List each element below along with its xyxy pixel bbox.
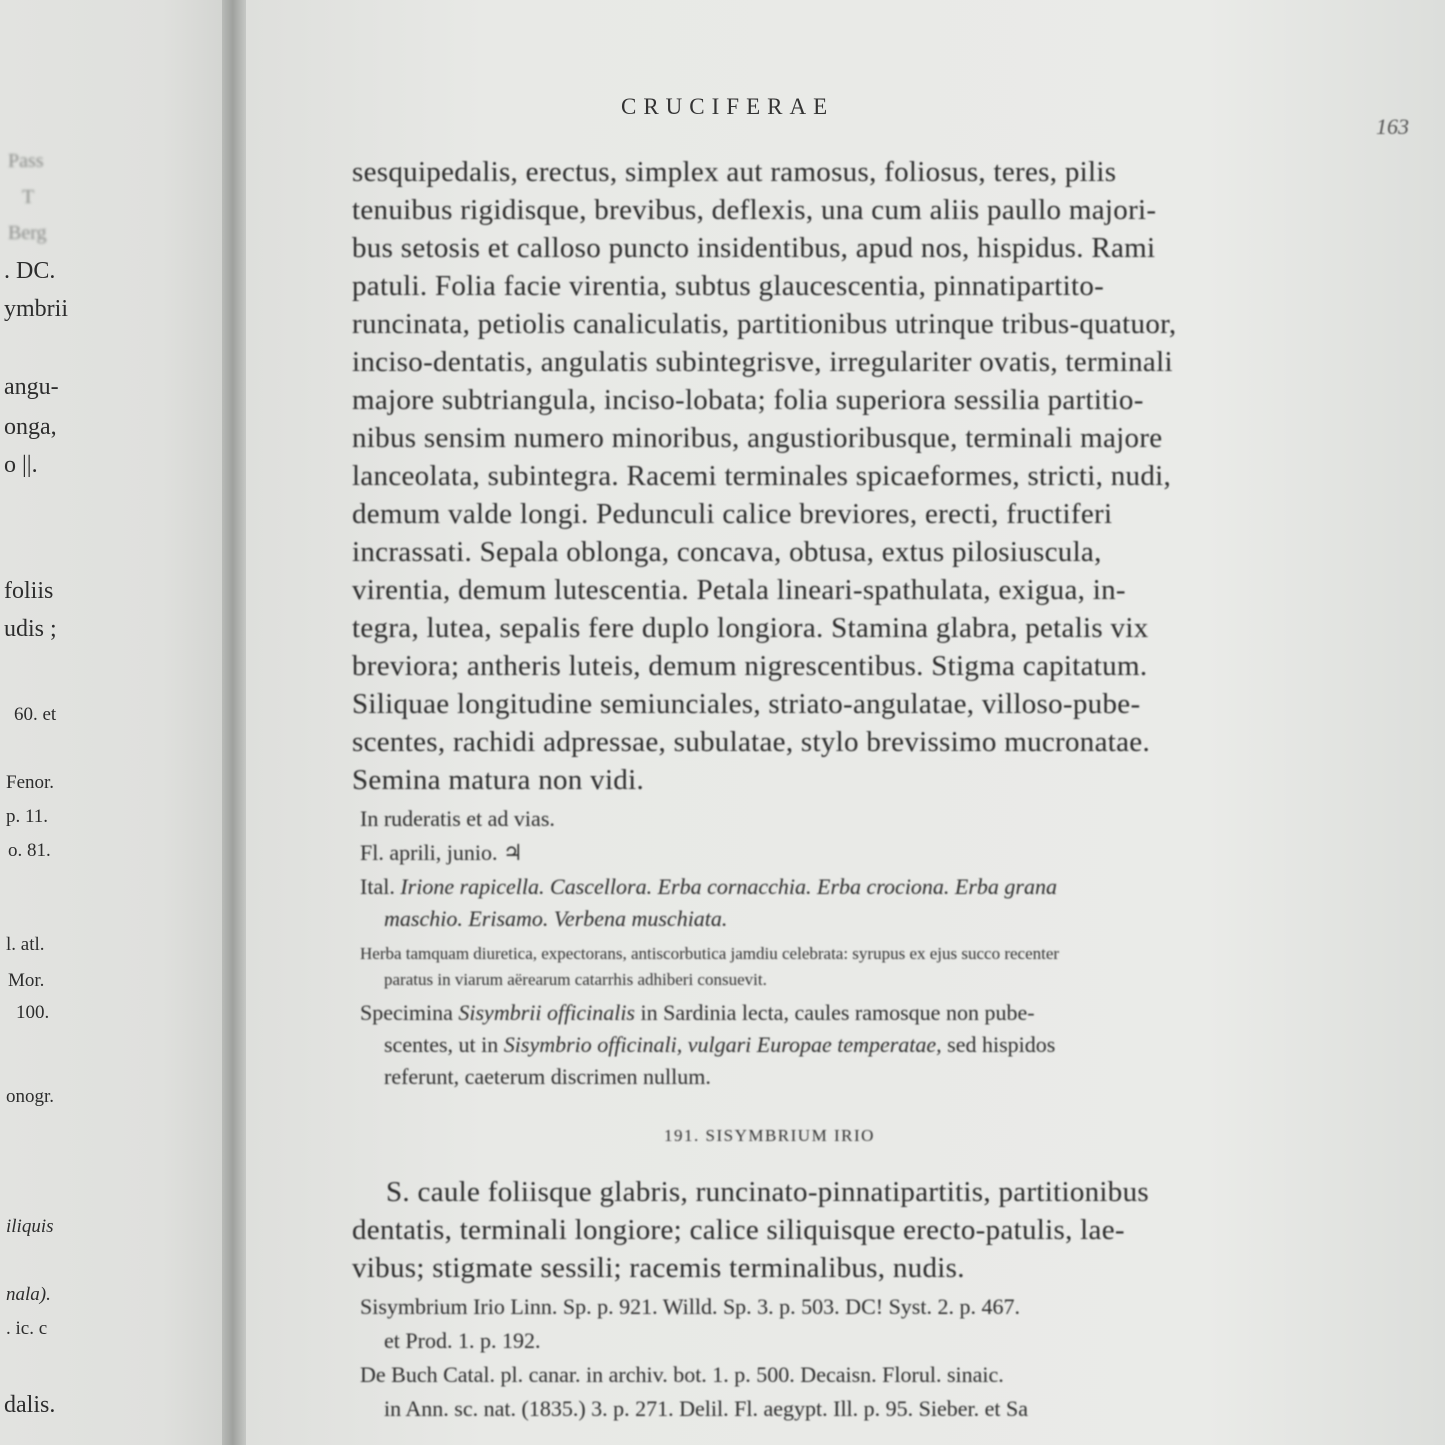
left-page-line: . ic. c: [6, 1318, 48, 1339]
left-page-line: nala).: [6, 1284, 51, 1305]
synonymy-line: De Buch Catal. pl. canar. in archiv. bot. 1. p. 500. Decaisn. Florul. sinaic.: [360, 1362, 1004, 1387]
left-page-line: dalis.: [4, 1392, 56, 1418]
diagnosis-line: vibus; stigmate sessili; racemis terminalibus, nudis.: [352, 1252, 965, 1284]
left-page-line: Berg: [8, 222, 47, 244]
book-gutter: [222, 0, 246, 1445]
description-line: demum valde longi. Pedunculi calice breviores, erecti, fructiferi: [352, 498, 1113, 530]
left-page-line: o. 81.: [8, 840, 51, 861]
specimina-taxon: Sisymbrii officinalis: [458, 1000, 635, 1025]
left-page-line: Pass: [8, 150, 44, 172]
description-line: bus setosis et calloso puncto insidentibus, apud nos, hispidus. Rami: [352, 232, 1156, 264]
synonymy-line: et Prod. 1. p. 192.: [384, 1328, 541, 1353]
left-page-line: o ||.: [4, 452, 38, 478]
usage-note-line: paratus in viarum aërearum catarrhis adhiberi consuevit.: [384, 970, 767, 989]
left-page-line: 60. et: [14, 704, 57, 725]
description-line: patuli. Folia facie virentia, subtus glaucescentia, pinnatipartito-: [352, 270, 1105, 302]
left-page: [0, 0, 232, 1445]
diagnosis-line: S. caule foliisque glabris, runcinato-pinnatipartitis, partitionibus: [386, 1176, 1149, 1208]
left-page-line: ymbrii: [4, 296, 68, 322]
description-line: Semina matura non vidi.: [352, 764, 645, 796]
species-heading: 191. SISYMBRIUM IRIO: [664, 1126, 875, 1145]
habitat-line: In ruderatis et ad vias.: [360, 806, 555, 831]
description-line: runcinata, petiolis canaliculatis, partitionibus utrinque tribus-quatuor,: [352, 308, 1177, 340]
specimina-text: sed hispidos: [941, 1032, 1056, 1057]
left-page-line: Mor.: [8, 970, 45, 991]
description-line: virentia, demum lutescentia. Petala lineari-spathulata, exigua, in-: [352, 574, 1126, 606]
left-page-line: onga,: [4, 414, 57, 440]
left-page-line: angu-: [4, 374, 59, 400]
synonymy-line: in Ann. sc. nat. (1835.) 3. p. 271. Delil. Fl. aegypt. Ill. p. 95. Sieber. et Sa: [384, 1396, 1029, 1421]
specimina-text: in Sardinia lecta, caules ramosque non pube-: [635, 1000, 1035, 1025]
running-head: CRUCIFERAE: [621, 94, 835, 119]
specimina-line: [384, 1032, 1055, 1058]
description-line: lanceolata, subintegra. Racemi terminales spicaeformes, stricti, nudi,: [352, 460, 1172, 492]
left-page-line: udis ;: [4, 616, 57, 642]
italian-names-line: [360, 874, 1057, 900]
diagnosis-line: dentatis, terminali longiore; calice siliquisque erecto-patulis, lae-: [352, 1214, 1125, 1246]
italian-names: Irione rapicella. Cascellora. Erba cornacchia. Erba crociona. Erba grana: [400, 874, 1057, 899]
left-page-line: 100.: [16, 1002, 50, 1023]
specimina-taxon: Sisymbrio officinali, vulgari Europae temperatae,: [503, 1032, 942, 1057]
italian-names-line: maschio. Erisamo. Verbena muschiata.: [384, 906, 728, 931]
description-line: tenuibus rigidisque, brevibus, deflexis, una cum aliis paullo majori-: [352, 194, 1157, 226]
left-page-line: p. 11.: [6, 806, 49, 827]
left-page-line: iliquis: [6, 1216, 54, 1237]
left-page-line: l. atl.: [6, 934, 45, 955]
description-line: sesquipedalis, erectus, simplex aut ramosus, foliosus, teres, pilis: [352, 156, 1117, 188]
left-page-line: foliis: [4, 578, 54, 604]
specimina-line: referunt, caeterum discrimen nullum.: [384, 1064, 711, 1089]
usage-note-line: Herba tamquam diuretica, expectorans, antiscorbutica jamdiu celebrata: syrupus ex ejus succo recenter: [360, 944, 1060, 963]
left-page-line: onogr.: [6, 1086, 55, 1107]
page-number: 163: [1376, 114, 1409, 139]
left-page-line: . DC.: [4, 258, 56, 284]
specimina-line: [360, 1000, 1035, 1026]
description-line: tegra, lutea, sepalis fere duplo longiora. Stamina glabra, petalis vix: [352, 612, 1149, 644]
left-page-line: T: [22, 186, 35, 208]
right-page: [246, 0, 1445, 1445]
description-line: incrassati. Sepala oblonga, concava, obtusa, extus pilosiuscula,: [352, 536, 1102, 568]
italian-label: Ital.: [360, 874, 395, 899]
synonymy-line: Sisymbrium Irio Linn. Sp. p. 921. Willd. Sp. 3. p. 503. DC! Syst. 2. p. 467.: [360, 1294, 1020, 1319]
specimina-text: scentes, ut in: [384, 1032, 504, 1057]
description-line: breviora; antheris luteis, demum nigrescentibus. Stigma capitatum.: [352, 650, 1148, 682]
left-page-line: Fenor.: [6, 772, 55, 793]
description-line: inciso-dentatis, angulatis subintegrisve, irregulariter ovatis, terminali: [352, 346, 1173, 378]
description-line: scentes, rachidi adpressae, subulatae, stylo brevissimo mucronatae.: [352, 726, 1151, 758]
specimina-text: Specimina: [360, 1000, 459, 1025]
flowering-line: Fl. aprili, junio. ♃: [360, 840, 523, 865]
description-line: nibus sensim numero minoribus, angustioribusque, terminali majore: [352, 422, 1163, 454]
description-line: majore subtriangula, inciso-lobata; folia superiora sessilia partitio-: [352, 384, 1144, 416]
description-line: Siliquae longitudine semiunciales, striato-angulatae, villoso-pube-: [352, 688, 1141, 720]
